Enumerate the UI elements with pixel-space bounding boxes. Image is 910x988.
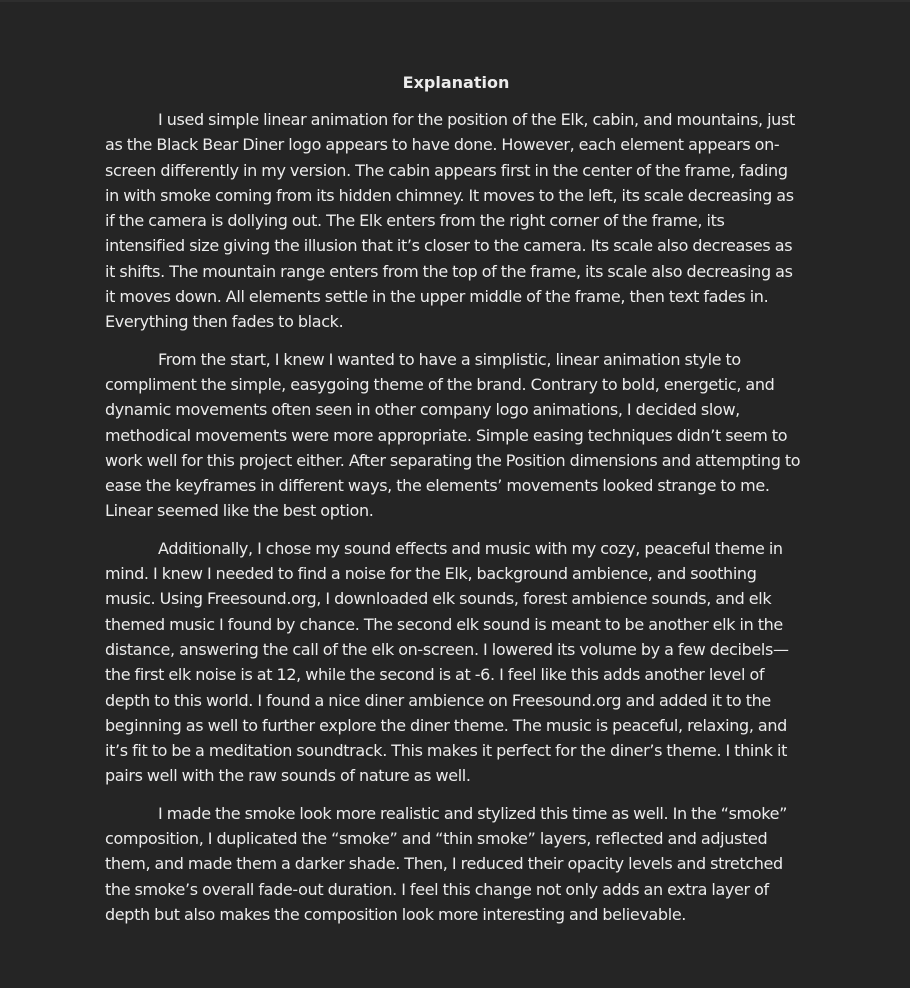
window-top-edge: [0, 0, 910, 2]
paragraph-2: From the start, I knew I wanted to have a simplistic, linear animation style to compliment the simple, easygoing theme of the brand. Contrary to bold, energetic, and dynamic movements often seen in other company logo animations, I decided slow, methodical movements were more appropriate. Simple easing techniques didn’t seem to work well for this project either. After separating the Position dimensions and attempting to ease the keyframes in different ways, the elements’ movements looked strange to me. Linear seemed like the best option.: [105, 349, 801, 521]
paragraph-3: Additionally, I chose my sound effects and music with my cozy, peaceful theme in mind. I knew I needed to find a noise for the Elk, background ambience, and soothing music. Using Freesound.org, I downloaded elk sounds, forest ambience sounds, and elk themed music I found by chance. The second elk sound is meant to be another elk in the distance, answering the call of the elk on-screen. I lowered its volume by a few decibels—the first elk noise is at 12, while the second is at -6. I feel like this adds another level of depth to this world. I found a nice diner ambience on Freesound.org and added it to the beginning as well to further explore the diner theme. The music is peaceful, relaxing, and it’s fit to be a meditation soundtrack. This makes it perfect for the diner’s theme. I think it pairs well with the raw sounds of nature as well.: [105, 538, 789, 786]
document-body: [105, 70, 805, 939]
paragraph-4: I made the smoke look more realistic and stylized this time as well. In the “smoke” composition, I duplicated the “smoke” and “thin smoke” layers, reflected and adjusted them, and made them a darker shade. Then, I reduced their opacity levels and stretched the smoke’s overall fade-out duration. I feel this change not only adds an extra layer of depth but also makes the composition look more interesting and believable.: [105, 803, 788, 924]
document-title: Explanation: [402, 73, 510, 92]
paragraph-1: I used simple linear animation for the position of the Elk, cabin, and mountains, just as the Black Bear Diner logo appears to have done. However, each element appears on-screen differently in my version. The cabin appears first in the center of the frame, fading in with smoke coming from its hidden chimney. It moves to the left, its scale decreasing as if the camera is dollying out. The Elk enters from the right corner of the frame, its intensified size giving the illusion that it’s closer to the camera. Its scale also decreases as it shifts. The mountain range enters from the top of the frame, its scale also decreasing as it moves down. All elements settle in the upper middle of the frame, then text fades in. Everything then fades to black.: [105, 110, 795, 332]
